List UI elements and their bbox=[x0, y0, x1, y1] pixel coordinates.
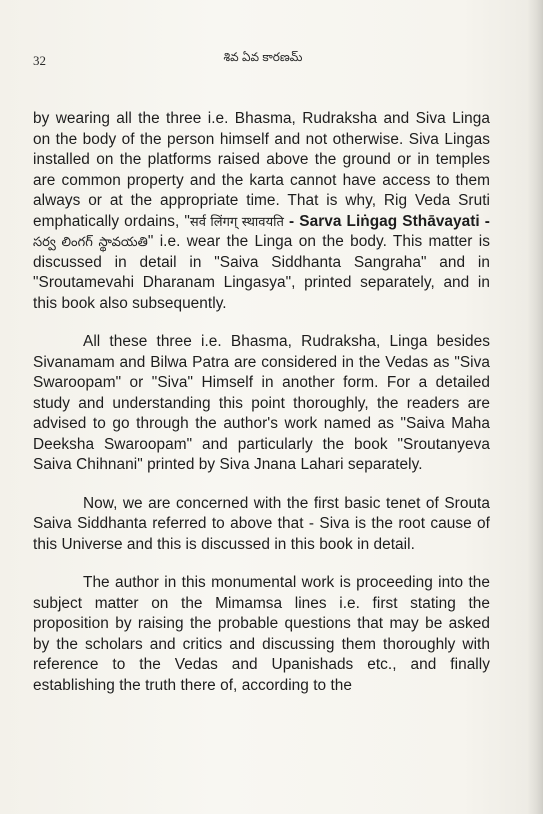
paragraph-1-tail: " i.e. wear the Linga on the body. This matter is discussed in detail in "Saiva Siddhanta Sangraha" and in "Sroutamevahi Dharanam Lingasya", printed separately, and in this book also subsequently. bbox=[33, 233, 490, 312]
paragraph-4: The author in this monumental work is proceeding into the subject matter on the Mimamsa lines i.e. first stating the proposition by raising the probable questions that may be asked by the scholars and critics and discussing them thoroughly with reference to the Vedas and Upanishads etc., and finally establishing the truth there of, according to the bbox=[33, 574, 490, 694]
page-number: 32 bbox=[33, 53, 46, 68]
dash-1: - bbox=[284, 212, 300, 230]
sanskrit-transliteration: Sarva Liṅgag Sthāvayati bbox=[299, 212, 480, 230]
paragraph-2: All these three i.e. Bhasma, Rudraksha, Linga besides Sivanamam and Bilwa Patra are considered in the Vedas as "Siva Swaroopam" or "Siva" Himself in another form. For a detailed study and understanding this point thoroughly, the readers are advised to go through the author's work named as "Saiva Maha Deeksha Swaroopam" and particularly the book "Sroutanyeva Saiva Chihnani" printed by Siva Jnana Lahari separately. bbox=[33, 333, 490, 473]
paragraph-1 bbox=[33, 109, 490, 314]
paragraph-1-lead: by wearing all the three i.e. Bhasma, Rudraksha and Siva Linga on the body of the person himself and not otherwise. Siva Lingas installed on the platforms raised above the ground or in temples are common property and the karta cannot have access to them always or at the appropriate time. That is why, Rig Veda Sruti emphatically ordains, " bbox=[33, 110, 490, 230]
dash-2: - bbox=[479, 212, 490, 230]
page-edge-shadow bbox=[527, 0, 543, 814]
sanskrit-devanagari: सर्व लिंगग् स्थावयति bbox=[189, 213, 284, 229]
running-title: శివ ఏవ కారణమ్ bbox=[223, 50, 303, 64]
paragraph-3: Now, we are concerned with the first basic tenet of Srouta Saiva Siddhanta referred to above that - Siva is the root cause of this Universe and this is discussed in this book in detail. bbox=[33, 494, 490, 553]
body-text bbox=[33, 109, 490, 696]
page-header bbox=[33, 50, 493, 70]
sanskrit-telugu: సర్వ లింగగ్ స్థావయతి bbox=[33, 234, 148, 249]
